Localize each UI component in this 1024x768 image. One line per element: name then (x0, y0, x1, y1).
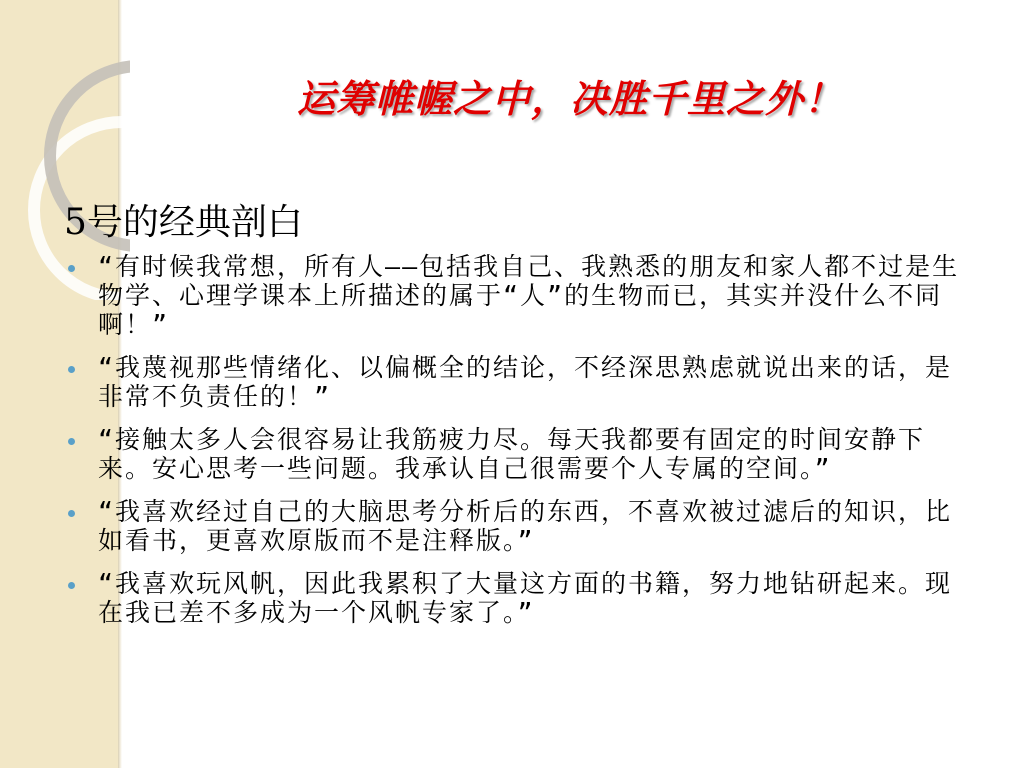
bullet-text: “我喜欢玩风帆，因此我累积了大量这方面的书籍，努力地钻研起来。现在我已差不多成为一个风帆专家了。” (98, 569, 953, 627)
slide-title: 运筹帷幄之中，决胜千里之外！ (296, 77, 843, 121)
list-item (64, 425, 964, 483)
slide-subtitle: 5号的经典剖白 (64, 202, 303, 243)
bullet-text: “有时候我常想，所有人——包括我自己、我熟悉的朋友和家人都不过是生物学、心理学课本上所描述的属于“人”的生物而已，其实并没什么不同啊！” (98, 252, 960, 339)
list-item (64, 569, 964, 627)
bullet-dot-icon (68, 510, 75, 517)
list-item (64, 353, 964, 411)
bullet-list (64, 252, 964, 641)
list-item (64, 497, 964, 555)
bullet-text: “我喜欢经过自己的大脑思考分析后的东西，不喜欢被过滤后的知识，比如看书，更喜欢原版而不是注释版。” (98, 497, 953, 555)
bullet-text: “接触太多人会很容易让我筋疲力尽。每天我都要有固定的时间安静下来。安心思考一些问题。我承认自己很需要个人专属的空间。” (98, 425, 926, 483)
bullet-dot-icon (68, 265, 75, 272)
bullet-text: “我蔑视那些情绪化、以偏概全的结论，不经深思熟虑就说出来的话，是非常不负责任的！” (98, 353, 953, 411)
list-item (64, 252, 964, 339)
bullet-dot-icon (68, 438, 75, 445)
bullet-dot-icon (68, 366, 75, 373)
bullet-dot-icon (68, 582, 75, 589)
